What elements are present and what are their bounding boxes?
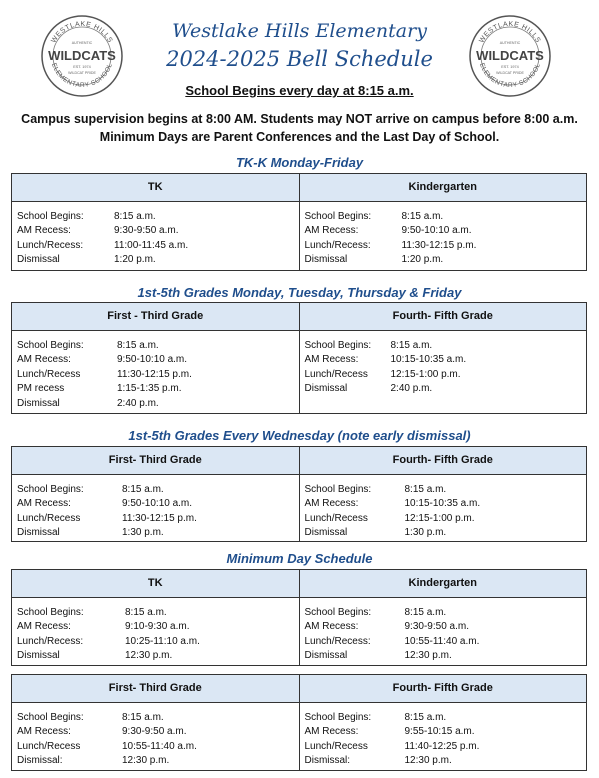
schedule-row (17, 649, 294, 663)
schedule-row (17, 210, 294, 224)
schedule-row (17, 382, 294, 396)
row-label: AM Recess: (17, 498, 71, 510)
schedule-row (305, 497, 582, 511)
column-header: First - Third Grade (12, 303, 299, 331)
row-label: Dismissal (304, 254, 348, 266)
row-time: 1:30 p.m. (122, 527, 164, 539)
minimum-days-notice: Minimum Days are Parent Conferences and the Last Day of School. (99, 130, 500, 144)
row-label: AM Recess: (304, 726, 359, 738)
row-time: 8:15 a.m. (404, 607, 447, 618)
schedule-row (17, 635, 294, 649)
row-time: 12:15-1:00 p.m. (404, 512, 475, 524)
row-time: 9:10-9:30 a.m. (125, 621, 190, 633)
logo-pride: WILDCAT PRIDE (496, 71, 524, 75)
schedule-row (305, 239, 582, 253)
schedule-row (17, 526, 294, 540)
row-label: Dismissal (17, 254, 60, 266)
row-label: School Begins: (304, 211, 372, 222)
logo-est: EST. 1974 (501, 65, 519, 69)
row-time: 8:15 a.m. (114, 211, 156, 222)
row-label: School Begins: (17, 211, 84, 222)
logo-authentic: AUTHENTIC (499, 41, 521, 45)
row-label: School Begins: (304, 484, 372, 495)
schedule-table-tk-k (11, 173, 587, 271)
row-time: 10:15-10:35 a.m. (404, 498, 481, 510)
schedule-row (305, 339, 582, 353)
row-time: 9:50-10:10 a.m. (117, 354, 188, 366)
logo-authentic: AUTHENTIC (71, 41, 93, 45)
row-time: 9:50-10:10 a.m. (401, 225, 472, 237)
logo-pride: WILDCAT PRIDE (68, 71, 96, 75)
logo-top-text: WESTLAKE HILLS (50, 20, 114, 45)
row-time: 8:15 a.m. (401, 211, 444, 222)
schedule-row (17, 606, 294, 620)
schedule-row (17, 224, 294, 238)
row-time: 12:15-1:00 p.m. (390, 368, 461, 380)
row-label: AM Recess: (304, 621, 359, 633)
row-time: 2:40 p.m. (390, 383, 433, 395)
column-header: Fourth- Fifth Grade (300, 303, 587, 331)
row-label: Lunch/Recess: (304, 239, 371, 251)
row-time: 1:30 p.m. (404, 527, 447, 539)
section-title-wednesday: 1st-5th Grades Every Wednesday (note early dismissal) (128, 428, 471, 443)
row-label: Dismissal (17, 397, 60, 409)
schedule-row (305, 649, 582, 663)
schedule-row (305, 711, 582, 725)
schedule-row (17, 512, 294, 526)
row-time: 8:15 a.m. (122, 712, 164, 723)
schedule-table-wednesday (11, 446, 587, 542)
row-time: 1:20 p.m. (114, 254, 156, 266)
schedule-row (305, 635, 582, 649)
row-label: AM Recess: (304, 225, 359, 237)
row-time: 8:15 a.m. (125, 607, 167, 618)
schedule-row (305, 210, 582, 224)
row-label: School Begins: (17, 607, 84, 618)
schedule-column-fourth-fifth (299, 303, 587, 413)
row-label: AM Recess: (17, 621, 71, 633)
schedule-row (17, 368, 294, 382)
row-time: 12:30 p.m. (122, 755, 170, 767)
column-header: First- Third Grade (12, 675, 299, 703)
column-header: Fourth- Fifth Grade (300, 447, 587, 475)
row-label: Lunch/Recess: (304, 635, 371, 647)
school-begins-subtitle: School Begins every day at 8:15 a.m. (185, 83, 414, 98)
row-label: School Begins: (17, 712, 84, 723)
row-label: Dismissal (304, 650, 348, 662)
row-label: AM Recess: (17, 726, 71, 738)
schedule-row (305, 754, 582, 768)
schedule-row (17, 497, 294, 511)
row-label: School Begins: (17, 340, 84, 351)
schedule-row (305, 725, 582, 739)
schedule-row (17, 740, 294, 754)
schedule-row (305, 483, 582, 497)
row-time: 10:55-11:40 a.m. (122, 740, 197, 752)
column-header: First- Third Grade (12, 447, 299, 475)
schedule-column-first-third (12, 447, 299, 541)
row-label: School Begins: (17, 484, 84, 495)
schedule-row (305, 620, 582, 634)
schedule-column-tk (12, 570, 299, 665)
row-time: 8:15 a.m. (390, 340, 433, 351)
logo-top-text: WESTLAKE HILLS (478, 20, 542, 45)
row-label: AM Recess: (17, 225, 71, 237)
schedule-row (17, 239, 294, 253)
schedule-row (17, 725, 294, 739)
schedule-table-grades-1-5 (11, 302, 587, 414)
row-label: AM Recess: (17, 354, 71, 366)
row-time: 10:15-10:35 a.m. (390, 354, 467, 366)
row-time: 9:30-9:50 a.m. (122, 726, 187, 738)
row-time: 10:55-11:40 a.m. (404, 635, 480, 647)
row-label: Lunch/Recess (17, 740, 81, 752)
column-header: Kindergarten (300, 174, 587, 202)
row-label: School Begins: (304, 607, 372, 618)
row-time: 12:30 p.m. (404, 755, 452, 767)
column-header: TK (12, 174, 299, 202)
row-time: 2:40 p.m. (117, 397, 159, 409)
schedule-row (17, 754, 294, 768)
row-label: School Begins: (304, 340, 372, 351)
schedule-column-fourth-fifth (299, 675, 587, 770)
schedule-column-kindergarten (299, 570, 587, 665)
row-time: 12:30 p.m. (125, 650, 173, 662)
row-time: 8:15 a.m. (404, 484, 447, 495)
row-label: AM Recess: (304, 354, 359, 366)
schedule-row (305, 740, 582, 754)
row-time: 1:20 p.m. (401, 254, 444, 266)
row-label: Lunch/Recess (17, 368, 81, 380)
schedule-column-kindergarten (299, 174, 587, 270)
section-title-minimum-day: Minimum Day Schedule (226, 551, 373, 566)
schedule-title: 2024-2025 Bell Schedule (166, 47, 433, 71)
row-label: Dismissal (17, 527, 60, 539)
schedule-row (305, 224, 582, 238)
logo-bottom-text: ELEMENTARY SCHOOL (478, 62, 542, 90)
row-time: 9:50-10:10 a.m. (122, 498, 193, 510)
row-label: Lunch/Recess (304, 740, 368, 752)
logo-main: WILDCATS (476, 48, 544, 63)
column-header: TK (12, 570, 299, 598)
row-label: Dismissal: (17, 755, 63, 767)
column-header: Fourth- Fifth Grade (300, 675, 587, 703)
schedule-row (17, 253, 294, 267)
logo-est: EST. 1974 (73, 65, 91, 69)
row-time: 8:15 a.m. (122, 484, 164, 495)
row-time: 9:55-10:15 a.m. (404, 726, 475, 738)
schedule-column-first-third (12, 303, 299, 413)
schedule-row (17, 711, 294, 725)
column-header: Kindergarten (300, 570, 587, 598)
row-time: 8:15 a.m. (117, 340, 159, 351)
row-label: Lunch/Recess: (17, 239, 84, 251)
row-label: Dismissal: (304, 755, 351, 767)
row-label: Lunch/Recess (304, 512, 368, 524)
schedule-row (17, 353, 294, 367)
schedule-table-minimum-day-tk-k (11, 569, 587, 666)
row-label: PM recess (17, 383, 65, 395)
section-title-tk-k: TK-K Monday-Friday (235, 155, 364, 170)
schedule-row (17, 339, 294, 353)
row-time: 11:30-12:15 p.m. (401, 239, 477, 251)
section-title-grades-1-5: 1st-5th Grades Monday, Tuesday, Thursday & Friday (137, 285, 462, 300)
row-time: 11:00-11:45 a.m. (114, 239, 189, 251)
schedule-column-fourth-fifth (299, 447, 587, 541)
row-label: Lunch/Recess (17, 512, 81, 524)
row-time: 9:30-9:50 a.m. (114, 225, 179, 237)
row-time: 9:30-9:50 a.m. (404, 621, 469, 633)
schedule-row (17, 397, 294, 411)
schedule-column-first-third (12, 675, 299, 770)
schedule-row (305, 382, 582, 396)
schedule-column-tk (12, 174, 299, 270)
row-label: Lunch/Recess: (17, 635, 84, 647)
schedule-row (305, 253, 582, 267)
schedule-row (305, 606, 582, 620)
row-label: Dismissal (304, 383, 348, 395)
logo-bottom-text: ELEMENTARY SCHOOL (50, 62, 114, 90)
row-label: AM Recess: (304, 498, 359, 510)
row-time: 11:40-12:25 p.m. (404, 740, 480, 752)
row-time: 12:30 p.m. (404, 650, 452, 662)
schedule-row (305, 512, 582, 526)
row-time: 11:30-12:15 p.m. (117, 368, 192, 380)
row-label: Lunch/Recess (304, 368, 368, 380)
row-label: School Begins: (304, 712, 372, 723)
schedule-row (305, 368, 582, 382)
row-label: Dismissal (304, 527, 348, 539)
row-time: 1:15-1:35 p.m. (117, 383, 182, 395)
schedule-row (305, 353, 582, 367)
school-name: Westlake Hills Elementary (172, 20, 427, 42)
schedule-row (17, 483, 294, 497)
supervision-notice: Campus supervision begins at 8:00 AM. Students may NOT arrive on campus before 8:00 a.m. (21, 112, 578, 126)
row-label: Dismissal (17, 650, 60, 662)
row-time: 10:25-11:10 a.m. (125, 635, 200, 647)
logo-main: WILDCATS (48, 48, 116, 63)
schedule-row (305, 526, 582, 540)
schedule-table-minimum-day-grades (11, 674, 587, 771)
row-time: 11:30-12:15 p.m. (122, 512, 197, 524)
row-time: 8:15 a.m. (404, 712, 447, 723)
schedule-row (17, 620, 294, 634)
